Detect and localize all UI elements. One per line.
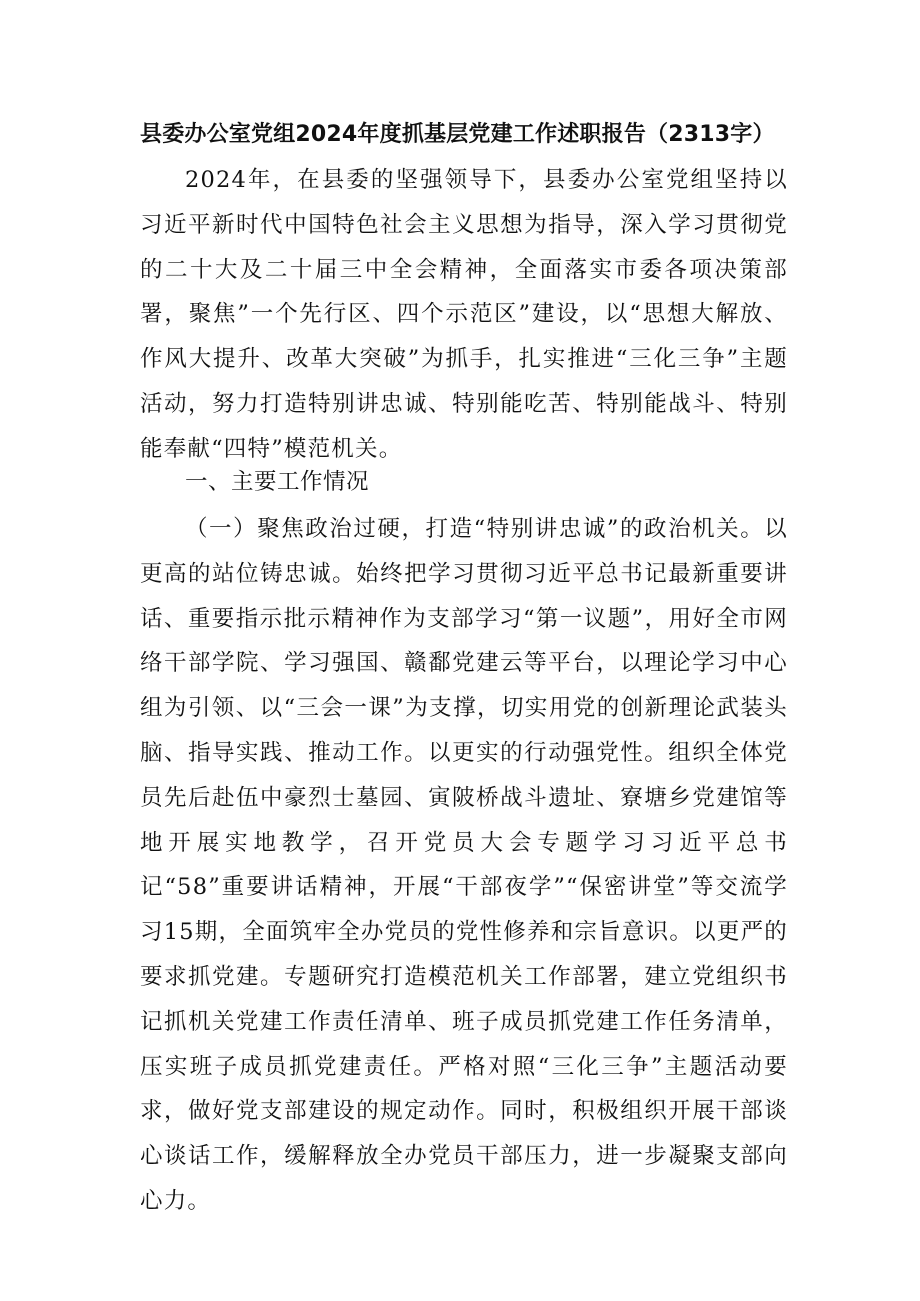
section-heading: 一、主要工作情况 (185, 469, 370, 495)
intro-paragraph: 2024年，在县委的坚强领导下，县委办公室党组坚持以习近平新时代中国特色社会主义思想为指导，深入学习贯彻党的二十大及二十届三中全会精神，全面落实市委各项决策部署，聚焦”一个先行区、四个示范区”建设，以“思想大解放、作风大提升、改革大突破”为抓手，扎实推进“三化三争”主题活动，努力打造特别讲忠诚、特别能吃苦、特别能战斗、特别能奉献“四特”模范机关。 (140, 167, 788, 462)
document-title: 县委办公室党组2024年度抓基层党建工作述职报告（2313字） (140, 122, 775, 147)
section-paragraph: （一）聚焦政治过硬，打造“特别讲忠诚”的政治机关。以更高的站位铸忠诚。始终把学习贯彻习近平总书记最新重要讲话、重要指示批示精神作为支部学习“第一议题”，用好全市网络干部学院、学习强国、赣鄱党建云等平台，以理论学习中心组为引领、以“三会一课”为支撑，切实用党的创新理论武装头脑、指导实践、推动工作。以更实的行动强党性。组织全体党员先后赴伍中豪烈士墓园、寅陂桥战斗遗址、寮塘乡党建馆等地开展实地教学，召开党员大会专题学习习近平总书记“58”重要讲话精神，开展“干部夜学”“保密讲堂”等交流学习15期，全面筑牢全办党员的党性修养和宗旨意识。以更严的要求抓党建。专题研究打造模范机关工作部署，建立党组织书记抓机关党建工作责任清单、班子成员抓党建工作任务清单，压实班子成员抓党建责任。严格对照“三化三争”主题活动要求，做好党支部建设的规定动作。同时，积极组织开展干部谈心谈话工作，缓解释放全办党员干部压力，进一步凝聚支部向心力。 (140, 516, 788, 1214)
